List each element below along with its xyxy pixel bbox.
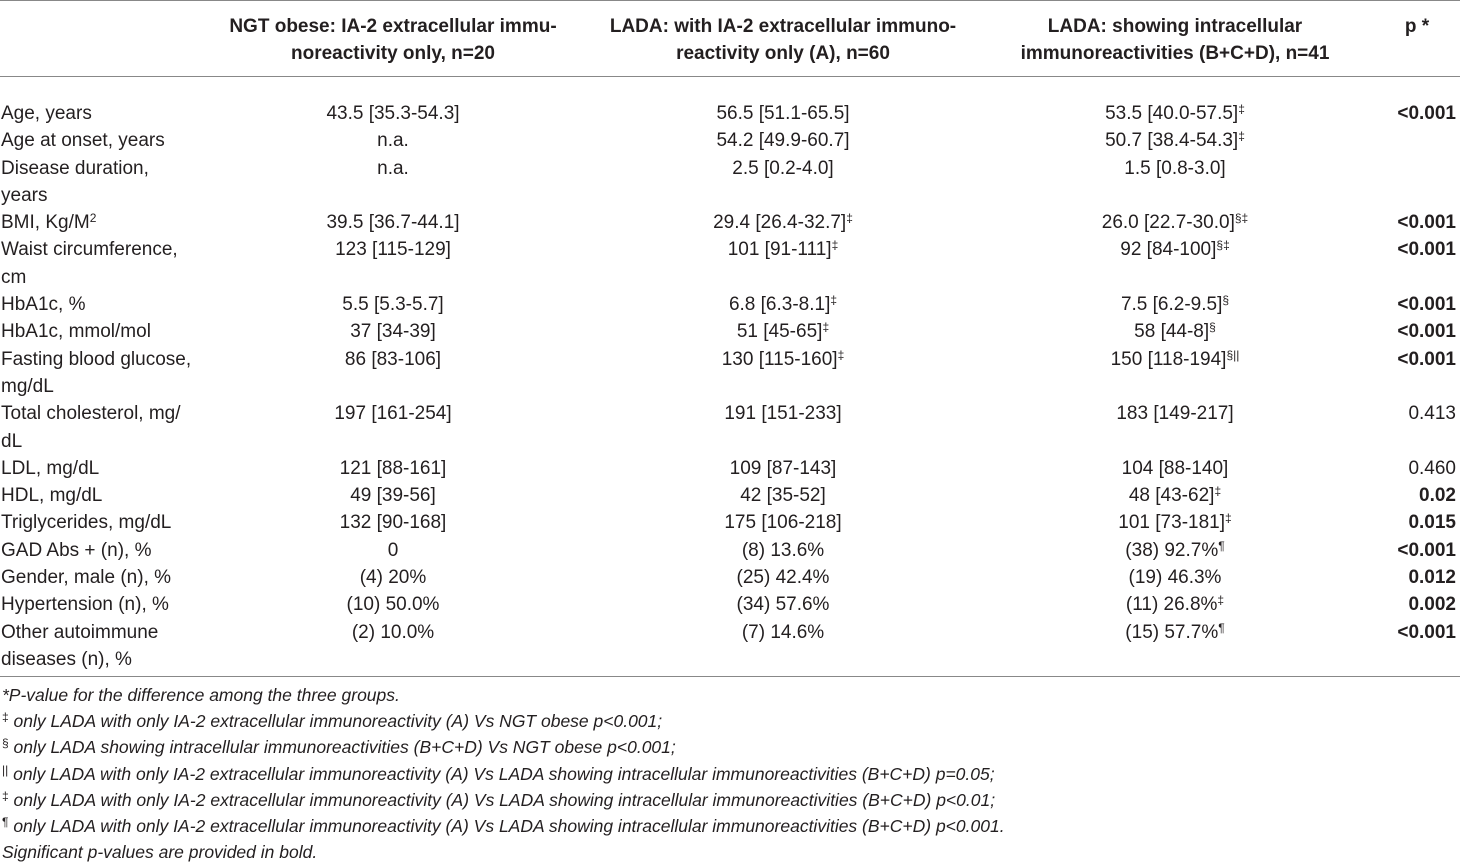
p-value: [1374, 291, 1460, 318]
ngt-obese-value-text: 49 [39-56]: [350, 485, 436, 507]
table-row: [0, 400, 1460, 455]
lada-a-value-text: 56.5 [51.1-65.5]: [716, 103, 850, 124]
lada-bcd-value-footnote-mark: ‡: [1238, 102, 1245, 116]
row-label-text: Age at onset, years: [1, 130, 165, 152]
lada-a-value: [590, 564, 976, 591]
row-label: [0, 537, 196, 564]
ngt-obese-value-text: 37 [34-39]: [350, 321, 436, 343]
ngt-obese-value: [196, 127, 590, 154]
lada-a-value: [590, 619, 976, 674]
p-value-text: 0.002: [1408, 594, 1456, 616]
lada-bcd-value-footnote-mark: ‡: [1217, 593, 1225, 608]
p-value-text: <0.001: [1397, 239, 1456, 261]
footnote-line: [2, 682, 1005, 708]
lada-bcd-value-footnote-mark: ‡: [1225, 511, 1232, 526]
table-header-row: [0, 0, 1460, 89]
lada-a-value: [590, 318, 976, 345]
lada-bcd-value: [976, 591, 1374, 618]
footnote-symbol: ‡: [2, 788, 9, 803]
footnote-line: [2, 787, 1005, 813]
row-label: [0, 482, 196, 509]
lada-bcd-value: [976, 155, 1374, 210]
lada-a-value: [590, 155, 976, 210]
table-row: [0, 564, 1460, 591]
footnote-symbol: ‡: [2, 710, 9, 725]
p-value: [1374, 619, 1460, 674]
lada-a-value: [590, 537, 976, 564]
lada-bcd-value-footnote-mark: §‡: [1216, 238, 1230, 253]
p-value-text: <0.001: [1397, 621, 1456, 643]
p-value-text: <0.001: [1397, 321, 1456, 343]
row-label-text: LDL, mg/dL: [1, 457, 100, 479]
ngt-obese-value: [196, 564, 590, 591]
ngt-obese-value: [196, 455, 590, 482]
header-lada-a: LADA: with IA-2 extracellular immuno- reactivity only (A), n=60: [609, 16, 957, 64]
p-value: [1374, 155, 1460, 210]
lada-bcd-value-text: (11) 26.8%: [1125, 594, 1218, 616]
p-value: [1374, 209, 1460, 236]
lada-a-value-footnote-mark: ‡: [837, 347, 845, 362]
lada-bcd-value: [976, 537, 1374, 564]
ngt-obese-value-text: 197 [161-254]: [334, 403, 452, 425]
p-value-text: <0.001: [1397, 103, 1456, 124]
ngt-obese-value-text: 86 [83-106]: [344, 348, 442, 370]
row-label: [0, 155, 196, 210]
p-value: [1374, 89, 1460, 127]
ngt-obese-value: [196, 291, 590, 318]
ngt-obese-value-text: 39.5 [36.7-44.1]: [326, 212, 460, 234]
footnote-symbol: ¶: [2, 815, 9, 830]
row-label-text: Total cholesterol, mg/ dL: [1, 403, 181, 452]
lada-bcd-value-text: 183 [149-217]: [1116, 403, 1234, 425]
lada-bcd-value: [976, 400, 1374, 455]
ngt-obese-value: [196, 155, 590, 210]
footnote-line: [2, 708, 1005, 734]
table-row: [0, 318, 1460, 345]
row-label: [0, 455, 196, 482]
lada-bcd-value-text: 50.7 [38.4-54.3]: [1105, 130, 1239, 152]
p-value-text: <0.001: [1397, 348, 1456, 370]
p-value-text: <0.001: [1397, 212, 1456, 234]
lada-bcd-value: [976, 619, 1374, 674]
p-value-text: 0.413: [1408, 403, 1456, 425]
table-row: [0, 455, 1460, 482]
table-row: [0, 591, 1460, 618]
footnote-text: *P-value for the difference among the three groups.: [2, 685, 400, 705]
lada-bcd-value-text: 92 [84-100]: [1120, 239, 1217, 261]
footnote-text: only LADA with only IA-2 extracellular immunoreactivity (A) Vs LADA showing intracellular immunoreactivities (B+C+D) p=0.05;: [8, 763, 995, 784]
ngt-obese-value: [196, 346, 590, 401]
ngt-obese-value-text: n.a.: [377, 130, 409, 152]
footnote-line: [2, 761, 1005, 787]
header-lada-bcd: LADA: showing intracellular immunoreactivities (B+C+D), n=41: [1020, 16, 1330, 64]
table-row: [0, 346, 1460, 401]
table-row: [0, 619, 1460, 674]
lada-bcd-value: [976, 127, 1374, 154]
lada-bcd-value-text: 7.5 [6.2-9.5]: [1120, 294, 1223, 316]
lada-bcd-value-footnote-mark: ‡: [1238, 129, 1245, 144]
ngt-obese-value-text: 121 [88-161]: [339, 457, 447, 479]
footnote-line: [2, 813, 1005, 839]
footnote-line: [2, 839, 1005, 865]
lada-bcd-value: [976, 318, 1374, 345]
lada-a-value: [590, 291, 976, 318]
lada-a-value-text: 29.4 [26.4-32.7]: [713, 212, 847, 234]
footnote-text: only LADA showing intracellular immunoreactivities (B+C+D) Vs NGT obese p<0.001;: [8, 737, 676, 758]
lada-a-value-text: 54.2 [49.9-60.7]: [716, 130, 850, 152]
lada-a-value-text: (7) 14.6%: [741, 621, 825, 643]
lada-bcd-value: [976, 291, 1374, 318]
lada-a-value-text: 6.8 [6.3-8.1]: [728, 294, 831, 316]
ngt-obese-value: [196, 89, 590, 127]
lada-bcd-value-text: 104 [88-140]: [1121, 457, 1229, 479]
lada-bcd-value-footnote-mark: §: [1222, 293, 1230, 308]
p-value-text: 0.015: [1408, 512, 1456, 534]
ngt-obese-value: [196, 482, 590, 509]
lada-a-value-text: (34) 57.6%: [736, 594, 830, 616]
ngt-obese-value: [196, 509, 590, 536]
row-label-text: Waist circumference, cm: [1, 239, 178, 288]
row-label-text: Fasting blood glucose, mg/dL: [1, 348, 192, 397]
p-value: [1374, 455, 1460, 482]
lada-bcd-value: [976, 209, 1374, 236]
p-value-text: <0.001: [1397, 294, 1456, 316]
table-row: [0, 89, 1460, 127]
lada-a-value-text: 175 [106-218]: [724, 512, 842, 534]
row-label-footnote-mark: 2: [89, 211, 97, 226]
lada-bcd-value-footnote-mark: ¶: [1218, 538, 1225, 553]
p-value: [1374, 127, 1460, 154]
p-value-text: 0.02: [1419, 485, 1456, 507]
lada-bcd-value-footnote-mark: §: [1209, 320, 1216, 335]
header-ngt-obese: NGT obese: IA-2 extracellular immu- noreactivity only, n=20: [229, 16, 557, 64]
p-value: [1374, 400, 1460, 455]
table-bottom-rule: [0, 676, 1460, 677]
lada-a-value: [590, 346, 976, 401]
lada-bcd-value-text: 26.0 [22.7-30.0]: [1101, 212, 1235, 234]
ngt-obese-value-text: 132 [90-168]: [339, 512, 447, 534]
table-row: [0, 236, 1460, 291]
lada-a-value-text: 2.5 [0.2-4.0]: [732, 157, 834, 179]
row-label: [0, 591, 196, 618]
ngt-obese-value: [196, 236, 590, 291]
lada-a-value: [590, 509, 976, 536]
lada-a-value-text: 109 [87-143]: [729, 457, 837, 479]
row-label-text: Triglycerides, mg/dL: [1, 512, 172, 534]
table-row: [0, 537, 1460, 564]
lada-a-value-text: (25) 42.4%: [736, 567, 830, 589]
row-label: [0, 346, 196, 401]
row-label: [0, 509, 196, 536]
lada-bcd-value: [976, 89, 1374, 127]
lada-a-value-footnote-mark: ‡: [831, 238, 839, 253]
lada-bcd-value: [976, 509, 1374, 536]
lada-bcd-value-text: (15) 57.7%: [1125, 621, 1219, 643]
lada-a-value-text: 101 [91-111]: [727, 239, 832, 261]
ngt-obese-value-text: n.a.: [377, 157, 409, 179]
ngt-obese-value: [196, 537, 590, 564]
ngt-obese-value-text: 5.5 [5.3-5.7]: [342, 294, 444, 316]
lada-a-value: [590, 209, 976, 236]
lada-bcd-value-text: (19) 46.3%: [1128, 567, 1222, 589]
lada-a-value: [590, 127, 976, 154]
header-variable: [0, 0, 196, 89]
ngt-obese-value: [196, 619, 590, 674]
lada-a-value-footnote-mark: ‡: [846, 211, 853, 226]
lada-bcd-value: [976, 236, 1374, 291]
header-p-value: p *: [1404, 16, 1430, 37]
row-label: [0, 236, 196, 291]
p-value-text: 0.460: [1408, 457, 1456, 479]
row-label-text: Age, years: [1, 103, 92, 124]
row-label-text: HDL, mg/dL: [1, 485, 103, 507]
table-footnotes: [2, 682, 1005, 865]
lada-bcd-value-text: 58 [44-8]: [1134, 321, 1210, 343]
lada-bcd-value-footnote-mark: ¶: [1218, 620, 1225, 635]
lada-bcd-value: [976, 564, 1374, 591]
lada-a-value: [590, 400, 976, 455]
lada-bcd-value: [976, 482, 1374, 509]
lada-a-value: [590, 455, 976, 482]
lada-a-value-text: 191 [151-233]: [724, 403, 842, 425]
ngt-obese-value: [196, 318, 590, 345]
footnote-symbol: §: [2, 736, 9, 751]
footnote-text: only LADA with only IA-2 extracellular immunoreactivity (A) Vs LADA showing intracellular immunoreactivities (B+C+D) p<0.01;: [8, 789, 996, 810]
p-value-text: 0.012: [1408, 567, 1456, 589]
lada-a-value-text: 130 [115-160]: [721, 348, 838, 370]
lada-a-value-footnote-mark: ‡: [830, 293, 838, 308]
row-label-text: HbA1c, mmol/mol: [1, 321, 151, 343]
row-label-text: GAD Abs + (n), %: [1, 539, 152, 561]
p-value: [1374, 318, 1460, 345]
ngt-obese-value-text: 123 [115-129]: [335, 239, 451, 261]
row-label: [0, 291, 196, 318]
ngt-obese-value-text: (2) 10.0%: [351, 621, 435, 643]
row-label-text: Disease duration, years: [1, 157, 149, 206]
table-row: [0, 155, 1460, 210]
ngt-obese-value: [196, 400, 590, 455]
lada-bcd-value-text: 101 [73-181]: [1118, 512, 1225, 534]
ngt-obese-value: [196, 591, 590, 618]
p-value: [1374, 236, 1460, 291]
footnote-symbol: ||: [2, 762, 9, 777]
lada-bcd-value-footnote-mark: §||: [1226, 347, 1240, 362]
lada-a-value: [590, 591, 976, 618]
row-label: [0, 89, 196, 127]
footnote-text: Significant p-values are provided in bold.: [2, 842, 318, 863]
lada-a-value: [590, 89, 976, 127]
p-value: [1374, 537, 1460, 564]
table-body: [0, 89, 1460, 673]
row-label: [0, 209, 196, 236]
p-value: [1374, 591, 1460, 618]
row-label: [0, 619, 196, 674]
lada-bcd-value-text: 150 [118-194]: [1110, 348, 1227, 370]
p-value: [1374, 509, 1460, 536]
lada-a-value-footnote-mark: ‡: [822, 320, 830, 335]
table-row: [0, 509, 1460, 536]
ngt-obese-value-text: (4) 20%: [359, 567, 427, 589]
footnote-line: [2, 734, 1005, 760]
p-value: [1374, 482, 1460, 509]
table-row: [0, 209, 1460, 236]
lada-a-value-text: 42 [35-52]: [740, 485, 826, 507]
p-value-text: <0.001: [1397, 539, 1456, 561]
row-label: [0, 318, 196, 345]
lada-bcd-value-text: (38) 92.7%: [1125, 539, 1219, 561]
lada-a-value: [590, 482, 976, 509]
row-label: [0, 400, 196, 455]
lada-bcd-value: [976, 455, 1374, 482]
lada-bcd-value-text: 48 [43-62]: [1128, 485, 1215, 507]
row-label-text: Hypertension (n), %: [1, 594, 169, 616]
footnote-text: only LADA with only IA-2 extracellular immunoreactivity (A) Vs NGT obese p<0.001;: [8, 711, 663, 732]
row-label-text: Other autoimmune diseases (n), %: [1, 621, 159, 670]
row-label: [0, 127, 196, 154]
row-label: [0, 564, 196, 591]
table-row: [0, 482, 1460, 509]
row-label-text: HbA1c, %: [1, 294, 86, 316]
lada-bcd-value: [976, 346, 1374, 401]
table-row: [0, 291, 1460, 318]
ngt-obese-value-text: 43.5 [35.3-54.3]: [326, 103, 460, 124]
row-label-text: BMI, Kg/M: [1, 212, 90, 234]
ngt-obese-value: [196, 209, 590, 236]
lada-a-value-text: 51 [45-65]: [736, 321, 823, 343]
table-row: [0, 127, 1460, 154]
lada-bcd-value-text: 53.5 [40.0-57.5]: [1105, 103, 1239, 124]
row-label-text: Gender, male (n), %: [1, 567, 172, 589]
lada-bcd-value-text: 1.5 [0.8-3.0]: [1124, 157, 1226, 179]
lada-a-value-text: (8) 13.6%: [741, 539, 825, 561]
p-value: [1374, 346, 1460, 401]
footnote-text: only LADA with only IA-2 extracellular immunoreactivity (A) Vs LADA showing intracellular immunoreactivities (B+C+D) p<0.001.: [8, 816, 1005, 837]
ngt-obese-value-text: (10) 50.0%: [346, 594, 440, 616]
lada-a-value: [590, 236, 976, 291]
lada-bcd-value-footnote-mark: ‡: [1214, 484, 1222, 499]
ngt-obese-value-text: 0: [387, 539, 399, 561]
p-value: [1374, 564, 1460, 591]
lada-bcd-value-footnote-mark: §‡: [1234, 211, 1249, 226]
